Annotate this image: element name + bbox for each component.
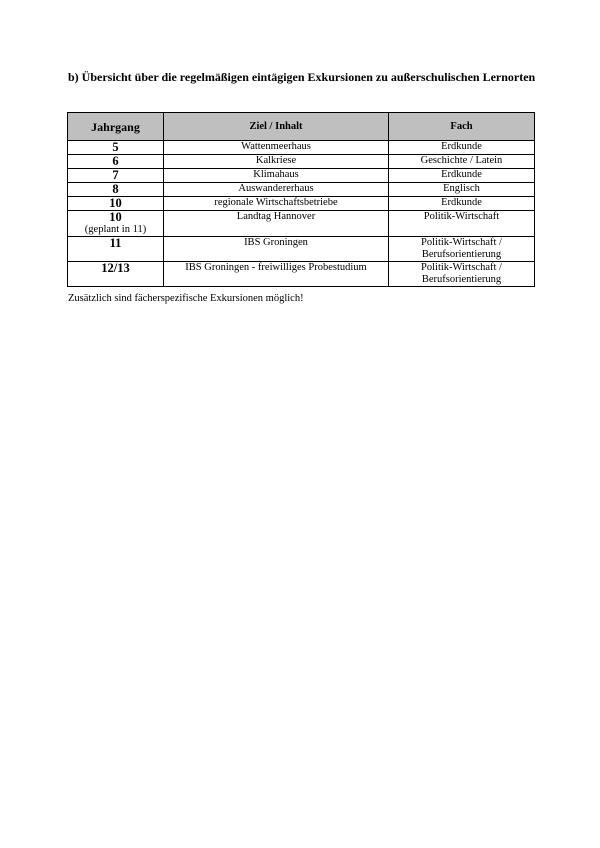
excursions-table xyxy=(67,112,535,287)
table-row xyxy=(68,169,535,183)
cell-target: Kalkriese xyxy=(164,155,389,169)
header-year: Jahrgang xyxy=(68,113,164,141)
table-row xyxy=(68,141,535,155)
table-row xyxy=(68,197,535,211)
cell-target: Klimahaus xyxy=(164,169,389,183)
cell-year: 7 xyxy=(68,169,164,183)
table-row xyxy=(68,183,535,197)
section-heading: b) Übersicht über die regelmäßigen eintägigen Exkursionen zu außerschulischen Lernorten xyxy=(68,70,536,84)
cell-subject: Englisch xyxy=(389,183,535,197)
table-header-row xyxy=(68,113,535,141)
cell-subject: Politik-Wirtschaft / Berufsorientierung xyxy=(389,262,535,287)
cell-target: Wattenmeerhaus xyxy=(164,141,389,155)
table-row xyxy=(68,211,535,237)
cell-subject: Geschichte / Latein xyxy=(389,155,535,169)
header-subject: Fach xyxy=(389,113,535,141)
cell-subject: Politik-Wirtschaft xyxy=(389,211,535,237)
cell-year: 11 xyxy=(68,237,164,262)
cell-target: regionale Wirtschaftsbetriebe xyxy=(164,197,389,211)
table-row xyxy=(68,237,535,262)
cell-year: 10 (geplant in 11) xyxy=(68,211,164,237)
cell-year: 8 xyxy=(68,183,164,197)
cell-year: 5 xyxy=(68,141,164,155)
cell-subject: Erdkunde xyxy=(389,169,535,183)
cell-year: 6 xyxy=(68,155,164,169)
cell-year: 10 xyxy=(68,197,164,211)
cell-subject: Erdkunde xyxy=(389,197,535,211)
cell-target: Landtag Hannover xyxy=(164,211,389,237)
cell-target: Auswandererhaus xyxy=(164,183,389,197)
cell-subject: Politik-Wirtschaft / Berufsorientierung xyxy=(389,237,535,262)
cell-year: 12/13 xyxy=(68,262,164,287)
cell-target: IBS Groningen - freiwilliges Probestudium xyxy=(164,262,389,287)
year-note: (geplant in 11) xyxy=(84,224,147,235)
cell-subject: Erdkunde xyxy=(389,141,535,155)
header-target: Ziel / Inhalt xyxy=(164,113,389,141)
footnote: Zusätzlich sind fächerspezifische Exkursionen möglich! xyxy=(68,293,304,304)
cell-target: IBS Groningen xyxy=(164,237,389,262)
table-row xyxy=(68,262,535,287)
table-row xyxy=(68,155,535,169)
